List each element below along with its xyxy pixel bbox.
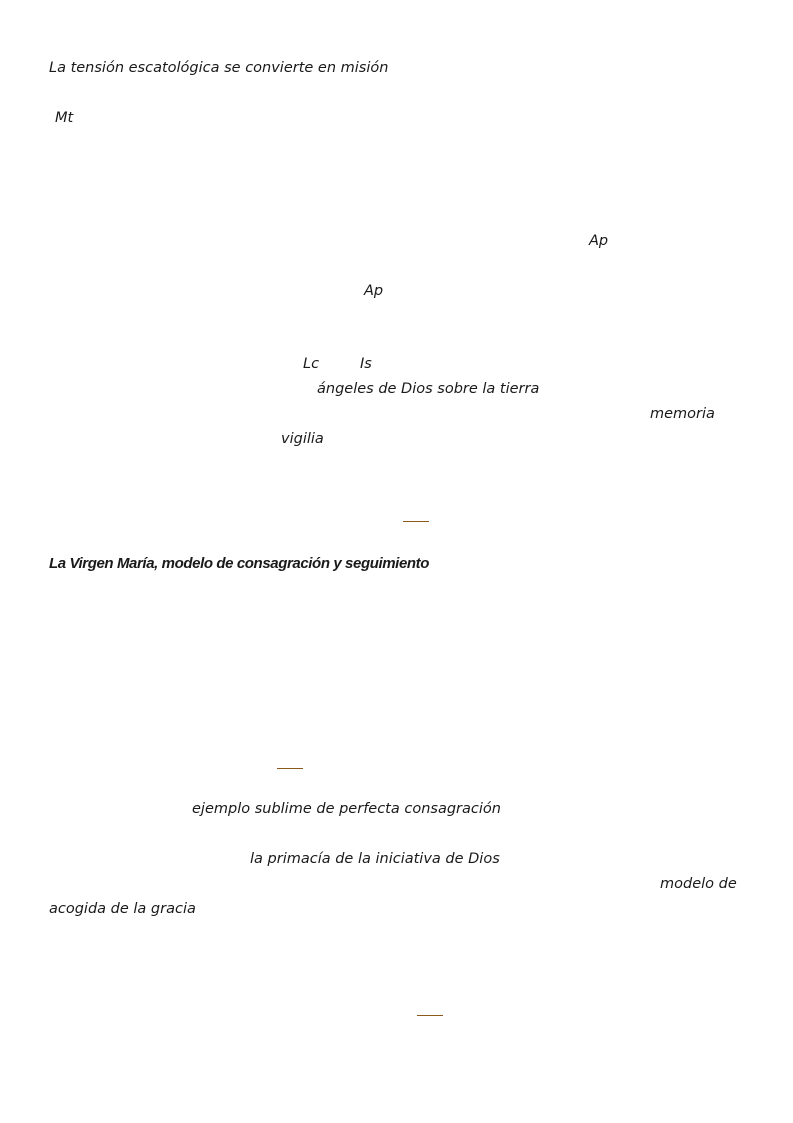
italic-phrase-eschatological-tension: La tensión escatológica se convierte en misión xyxy=(49,60,389,76)
italic-phrase-model-of: modelo de xyxy=(660,876,737,892)
scripture-ref-lc: Lc xyxy=(303,356,320,372)
section-heading: La Virgen María, modelo de consagración y seguimiento xyxy=(49,555,430,572)
footnote-link-2[interactable] xyxy=(277,768,303,769)
scripture-ref-ap-1: Ap xyxy=(589,233,609,249)
footnote-link-1[interactable] xyxy=(403,521,429,522)
scripture-ref-ap-2: Ap xyxy=(364,283,384,299)
italic-word-vigilia: vigilia xyxy=(281,431,324,447)
italic-phrase-primacy-of-god: la primacía de la iniciativa de Dios xyxy=(250,851,500,867)
italic-phrase-sublime-example: ejemplo sublime de perfecta consagración xyxy=(192,801,501,817)
footnote-link-3[interactable] xyxy=(417,1015,443,1016)
italic-phrase-acceptance-of-grace: acogida de la gracia xyxy=(49,901,196,917)
scripture-ref-is: Is xyxy=(360,356,372,372)
scripture-ref-mt: Mt xyxy=(55,110,74,126)
italic-phrase-angels-of-god: ángeles de Dios sobre la tierra xyxy=(317,381,540,397)
italic-word-memoria: memoria xyxy=(650,406,715,422)
